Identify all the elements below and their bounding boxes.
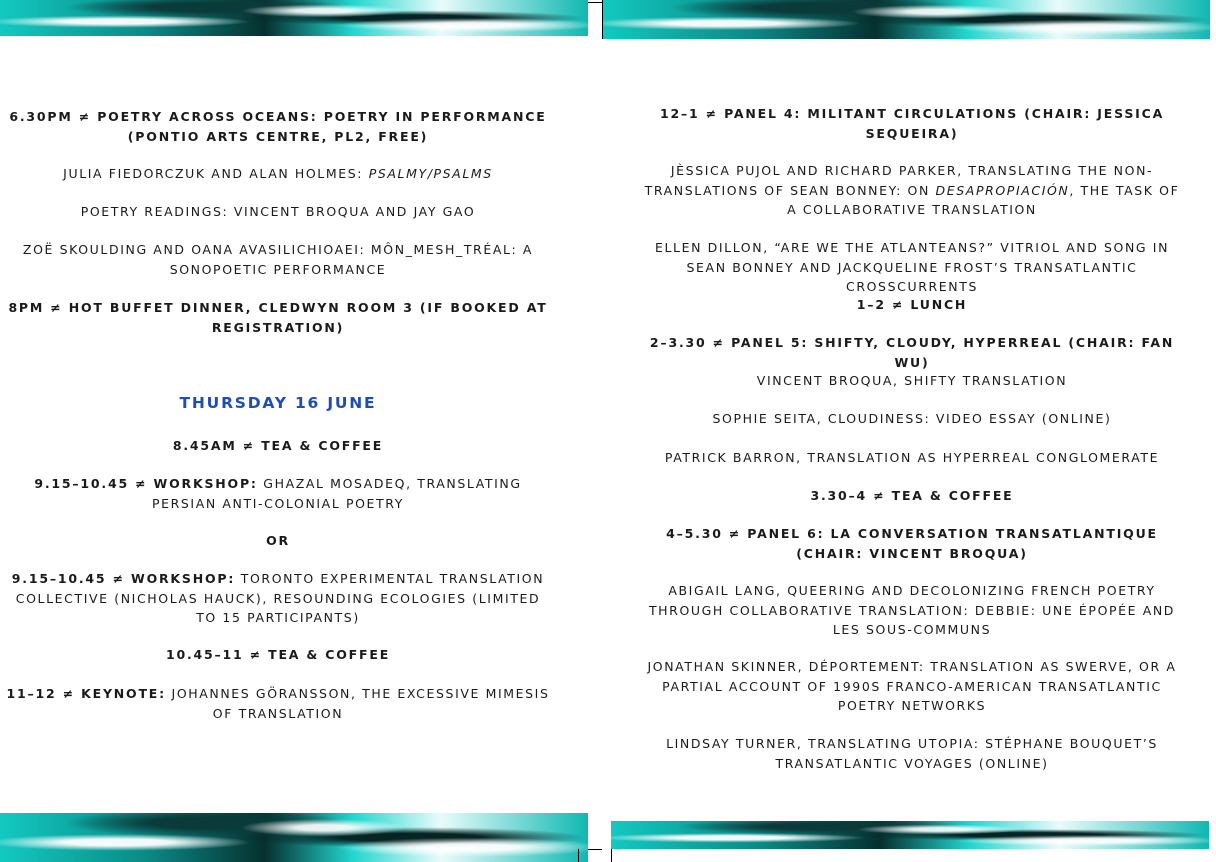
program-item-seita: SOPHIE SEITA, CLOUDINESS: VIDEO ESSAY (ONLINE) xyxy=(712,411,1112,426)
event-title-tea-coffee-morning: 8.45AM ≠ TEA & COFFEE xyxy=(172,438,384,453)
program-item-text: JÈSSICA PUJOL AND RICHARD PARKER, TRANSLATING THE NON-TRANSLATIONS OF SEAN BONNEY: ON xyxy=(644,163,1154,198)
program-item-pujol-parker xyxy=(640,161,1184,220)
program-item-poetry-readings: POETRY READINGS: VINCENT BROQUA AND JAY GAO xyxy=(80,204,476,219)
program-item-workshop-mosadeq xyxy=(6,474,550,513)
panel-title-militant-circulations: 12–1 ≠ PANEL 4: MILITANT CIRCULATIONS (CHAIR: JESSICA SEQUEIRA) xyxy=(659,106,1165,141)
session-label: 9.15–10.45 ≠ WORKSHOP: xyxy=(11,571,236,586)
event-title-lunch: 1–2 ≠ LUNCH xyxy=(856,297,968,312)
ocean-banner-bottom-right xyxy=(611,821,1209,849)
program-item-text: , THE TASK OF A COLLABORATIVE TRANSLATION xyxy=(787,182,1180,217)
ocean-banner-bottom-left xyxy=(0,813,588,862)
day-heading: THURSDAY 16 JUNE xyxy=(179,394,377,412)
ocean-banner-top-left xyxy=(0,0,588,36)
program-item-skinner: JONATHAN SKINNER, DÉPORTEMENT: TRANSLATION AS SWERVE, OR A PARTIAL ACCOUNT OF 1990S FRANCO-AMERICAN TRANSATLANTIC POETRY NETWORKS xyxy=(647,659,1177,713)
work-title: DESAPROPIACIÓN xyxy=(935,182,1070,198)
program-item-turner: LINDSAY TURNER, TRANSLATING UTOPIA: STÉPHANE BOUQUET’S TRANSATLANTIC VOYAGES (ONLINE) xyxy=(666,736,1158,771)
program-item-text: TORONTO EXPERIMENTAL TRANSLATION COLLECTIVE (NICHOLAS HAUCK), RESOUNDING ECOLOGIES (LIMITED TO 15 PARTICIPANTS) xyxy=(15,571,545,625)
event-title-buffet-dinner: 8PM ≠ HOT BUFFET DINNER, CLEDWYN ROOM 3 (IF BOOKED AT REGISTRATION) xyxy=(8,300,548,335)
session-label: 11–12 ≠ KEYNOTE: xyxy=(6,686,166,701)
program-item-text: JOHANNES GÖRANSSON, THE EXCESSIVE MIMESIS OF TRANSLATION xyxy=(165,686,550,721)
program-item-workshop-toronto xyxy=(6,569,550,628)
crop-mark xyxy=(578,849,579,862)
program-item-text: GHAZAL MOSADEQ, TRANSLATING PERSIAN ANTI-COLONIAL POETRY xyxy=(151,476,522,511)
session-label: 9.15–10.45 ≠ WORKSHOP: xyxy=(34,476,258,491)
program-item-psalmy xyxy=(6,164,550,184)
ocean-banner-top-right xyxy=(602,0,1210,39)
crop-mark xyxy=(602,0,603,39)
event-title-tea-coffee-afternoon: 3.30–4 ≠ TEA & COFFEE xyxy=(810,488,1014,503)
crop-mark xyxy=(588,2,602,3)
program-item-mon-mesh-treal: ZOË SKOULDING AND OANA AVASILICHIOAEI: MÔN_MESH_TRÉAL: A SONOPOETIC PERFORMANCE xyxy=(22,242,534,277)
program-item-dillon: ELLEN DILLON, “ARE WE THE ATLANTEANS?” VITRIOL AND SONG IN SEAN BONNEY AND JACKQUELINE FROST’S TRANSATLANTIC CROSSCURRENTS xyxy=(654,240,1170,294)
program-item-broqua: VINCENT BROQUA, SHIFTY TRANSLATION xyxy=(756,373,1068,388)
panel-title-shifty-cloudy: 2–3.30 ≠ PANEL 5: SHIFTY, CLOUDY, HYPERREAL (CHAIR: FAN WU) xyxy=(649,335,1175,370)
work-title: PSALMY/PSALMS xyxy=(368,166,493,181)
program-item-keynote xyxy=(6,684,550,723)
crop-mark xyxy=(611,849,612,862)
program-item-barron: PATRICK BARRON, TRANSLATION AS HYPERREAL CONGLOMERATE xyxy=(664,450,1160,465)
event-title-poetry-across-oceans: 6.30PM ≠ POETRY ACROSS OCEANS: POETRY IN PERFORMANCE (PONTIO ARTS CENTRE, PL2, FREE) xyxy=(9,109,547,144)
or-separator: OR xyxy=(266,533,290,548)
program-item-lang: ABIGAIL LANG, QUEERING AND DECOLONIZING FRENCH POETRY THROUGH COLLABORATIVE TRANSLATION: DEBBIE: UNE ÉPOPÉE AND LES SOUS-COMMUNS xyxy=(648,583,1176,637)
program-item-text: JULIA FIEDORCZUK AND ALAN HOLMES: xyxy=(63,166,369,181)
panel-title-conversation-transatlantique: 4–5.30 ≠ PANEL 6: LA CONVERSATION TRANSATLANTIQUE (CHAIR: VINCENT BROQUA) xyxy=(666,526,1158,561)
event-title-tea-coffee-late-morning: 10.45–11 ≠ TEA & COFFEE xyxy=(165,647,391,662)
crop-mark xyxy=(588,849,602,850)
